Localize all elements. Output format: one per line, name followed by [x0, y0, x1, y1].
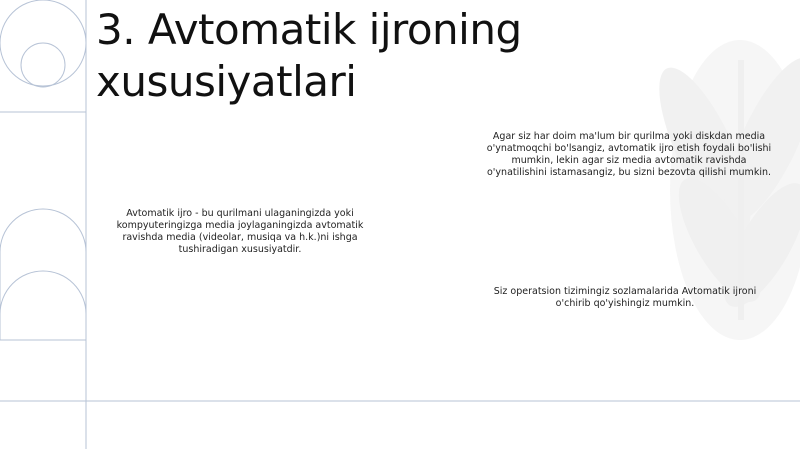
- paragraph-right-bottom: Siz operatsion tizimingiz sozlamalarida Avtomatik ijroni o'chirib qo'yishingiz mumkin.: [493, 286, 757, 309]
- paragraph-left: Avtomatik ijro - bu qurilmani ulaganingizda yoki kompyuteringizga media joylaganingizda avtomatik ravishda media (videolar, musiqa va h.k.)ni ishga tushiradigan xususiyatdir.: [116, 208, 364, 255]
- slide-title: 3. Avtomatik ijroning xususiyatlari: [96, 5, 522, 106]
- paragraph-right-top: Agar siz har doim ma'lum bir qurilma yoki diskdan media o'ynatmoqchi bo'lsangiz, avtomatik ijro etish foydali bo'lishi mumkin, lekin agar siz media avtomatik ravishda o'ynatilishini istamasangiz, bu sizni bezovta qilishi mumkin.: [486, 131, 772, 178]
